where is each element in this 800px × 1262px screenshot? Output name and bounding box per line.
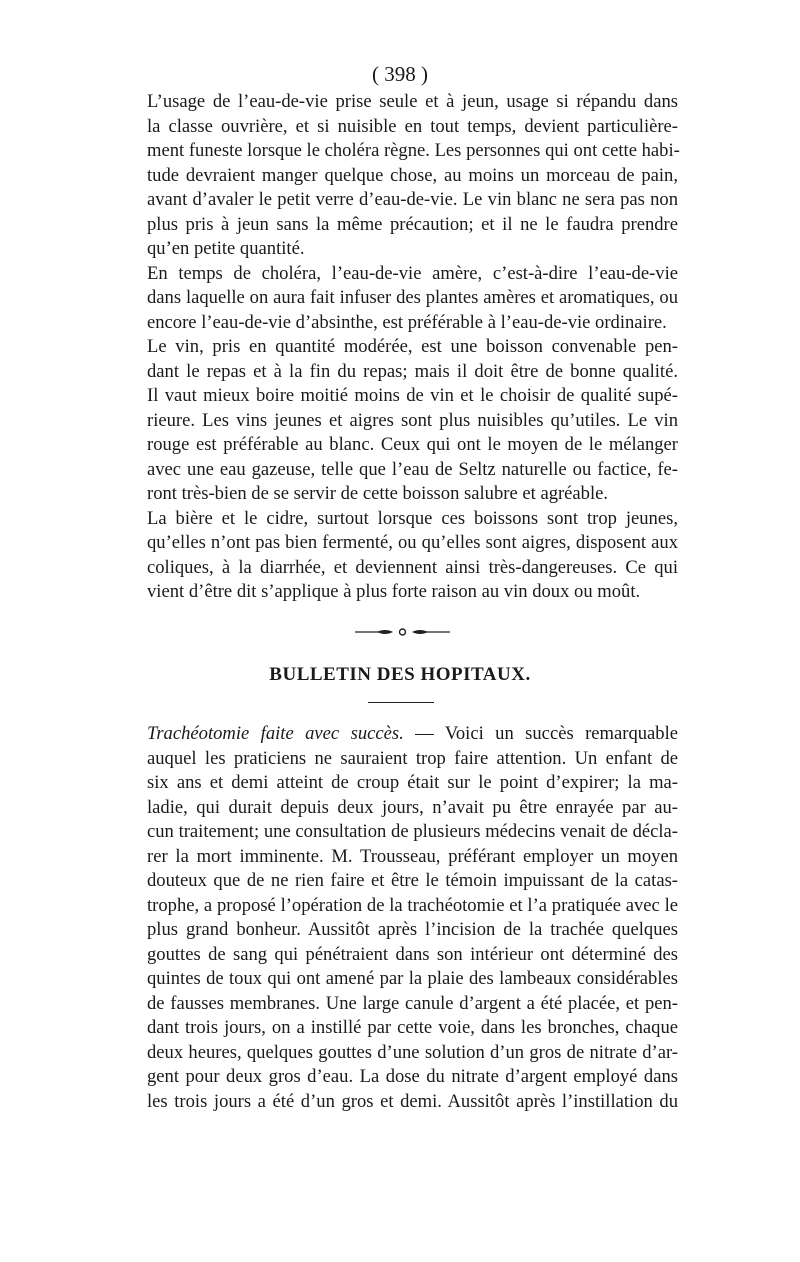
text-line: La bière et le cidre, surtout lorsque ces boissons sont trop jeunes, — [147, 507, 678, 529]
text-line: dans laquelle on aura fait infuser des plantes amères et aromatiques, ou — [147, 287, 678, 308]
text-line: auquel les praticiens ne sauraient trop faire attention. Un enfant de — [147, 747, 678, 769]
text-line: qu’elles n’ont pas bien fermenté, ou qu’elles sont aigres, disposent aux — [147, 532, 678, 553]
text-line: avant d’avaler le petit verre d’eau-de-vie. Le vin blanc ne sera pas non — [147, 189, 678, 210]
text-line: plus pris à jeun sans la même précaution; et il ne le faudra prendre — [147, 213, 678, 235]
text-line: Le vin, pris en quantité modérée, est une boisson convenable pen- — [147, 336, 678, 357]
text-line: de fausses membranes. Une large canule d’argent a été placée, et pen- — [147, 992, 678, 1014]
text-line: rieure. Les vins jeunes et aigres sont plus nuisibles qu’utiles. Le vin — [147, 409, 678, 431]
text-line: plus grand bonheur. Aussitôt après l’incision de la trachée quelques — [147, 919, 678, 940]
body-text-lower — [147, 722, 678, 1114]
text-line: rouge est préférable au blanc. Ceux qui ont le moyen de le mélanger — [147, 434, 678, 455]
paragraph — [147, 335, 678, 507]
text-line: cun traitement; une consultation de plusieurs médecins venait de décla- — [147, 821, 678, 842]
paragraph — [147, 722, 678, 1114]
text-line: ront très-bien de se servir de cette boisson salubre et agréable. — [147, 483, 609, 504]
text-line: dant trois jours, on a instillé par cette voie, dans les bronches, chaque — [147, 1017, 678, 1038]
paragraph — [147, 507, 678, 605]
text-line: encore l’eau-de-vie d’absinthe, est préférable à l’eau-de-vie ordinaire. — [147, 311, 667, 333]
text-line: L’usage de l’eau-de-vie prise seule et à jeun, usage si répandu dans — [147, 91, 678, 112]
page-number: ( 398 ) — [372, 62, 428, 86]
text-line: vient d’être dit s’applique à plus forte raison au vin doux ou moût. — [147, 581, 641, 602]
text-line: quintes de toux qui ont amené par la plaie des lambeaux considérables — [147, 968, 678, 989]
text-line: les trois jours a été d’un gros et demi. Aussitôt après l’instillation du — [147, 1090, 678, 1112]
text-line: coliques, à la diarrhée, et deviennent ainsi très-dangereuses. Ce qui — [147, 556, 678, 578]
text-line: douteux que de ne rien faire et être le témoin impuissant de la catas- — [147, 870, 678, 891]
text-line: gent pour deux gros d’eau. La dose du nitrate d’argent employé dans — [147, 1066, 678, 1087]
text-line: tude devraient manger quelque chose, au moins un morceau de pain, — [147, 164, 678, 186]
text-line: trophe, a proposé l’opération de la trachéotomie et l’a pratiquée avec le — [147, 894, 678, 916]
text-line: En temps de choléra, l’eau-de-vie amère, c’est-à-dire l’eau-de-vie — [147, 262, 678, 284]
text-line: ment funeste lorsque le choléra règne. Les personnes qui ont cette habi- — [147, 140, 680, 161]
section-heading: BULLETIN DES HOPITAUX. — [269, 664, 531, 685]
body-text-upper — [147, 90, 678, 605]
text-line: la classe ouvrière, et si nuisible en tout temps, devient particulière- — [147, 115, 678, 137]
paragraph — [147, 262, 678, 336]
text-line: gouttes de sang qui pénétraient dans son intérieur ont déterminé des — [147, 943, 678, 965]
text-line: dant le repas et à la fin du repas; mais il doit être de bonne qualité. — [147, 360, 678, 382]
text-line: ladie, qui durait depuis deux jours, n’avait pu être enrayée par au- — [147, 796, 678, 818]
text-line — [147, 722, 678, 747]
paragraph — [147, 90, 678, 262]
ornament-divider — [355, 626, 450, 638]
text-line: six ans et demi atteint de croup était sur le point d’expirer; la ma- — [147, 772, 678, 793]
heading-underline-rule — [368, 702, 434, 703]
article-title: Trachéotomie faite avec succès. — [147, 723, 404, 744]
article-title-continuation: — Voici un succès remarquable — [403, 723, 679, 744]
text-line: Il vaut mieux boire moitié moins de vin et le choisir de qualité supé- — [147, 385, 678, 406]
text-line: rer la mort imminente. M. Trousseau, préférant employer un moyen — [147, 845, 678, 867]
text-line: deux heures, quelques gouttes d’une solution d’un gros de nitrate d’ar- — [147, 1041, 678, 1063]
text-line: qu’en petite quantité. — [147, 238, 305, 259]
text-line: avec une eau gazeuse, telle que l’eau de Seltz naturelle ou factice, fe- — [147, 458, 678, 480]
